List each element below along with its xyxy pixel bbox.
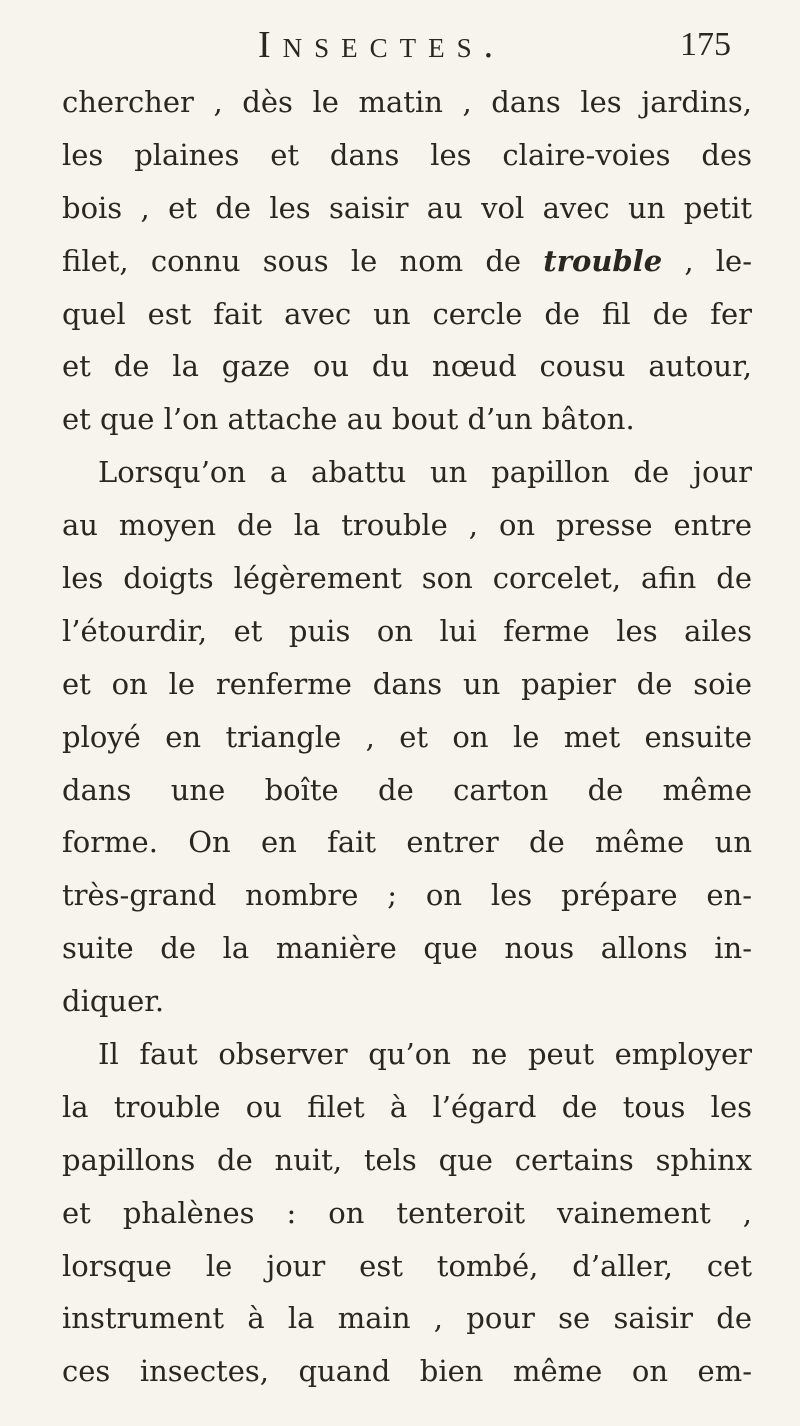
text-line-19: Il faut observer qu’on ne peut employer (98, 1037, 752, 1072)
text-line-17: suite de la manière que nous allons in- (62, 931, 752, 966)
text-line-15: forme. On en fait entrer de même un (62, 825, 752, 860)
text-line-25: ces insectes, quand bien même on em- (62, 1354, 752, 1389)
text-line-7: et que l’on attache au bout d’un bâton. (62, 402, 635, 437)
running-title: Insectes. (258, 24, 506, 66)
text-line-24: instrument à la main , pour se saisir de (62, 1301, 752, 1336)
text-line-12: et on le renferme dans un papier de soie (62, 666, 752, 701)
text-line-22: et phalènes : on tenteroit vainement , (62, 1195, 752, 1230)
body-text (62, 76, 752, 1398)
text-line-11: l’étourdir, et puis on lui ferme les ailes (62, 613, 752, 648)
text-line-4-start: filet, connu sous le nom de (62, 243, 522, 278)
text-line-23: lorsque le jour est tombé, d’aller, cet (62, 1248, 752, 1283)
text-line-18: diquer. (62, 984, 165, 1019)
text-line-2: les plaines et dans les claire-voies des (62, 137, 752, 172)
text-line-8: Lorsqu’on a abattu un papillon de jour (98, 455, 752, 490)
text-line-14: dans une boîte de carton de même (62, 772, 752, 807)
text-line-4 (62, 235, 752, 288)
text-line-13: ployé en triangle , et on le met ensuite (62, 719, 752, 754)
text-line-4-tail: , le- (662, 243, 752, 278)
text-line-6: et de la gaze ou du nœud cousu autour, (62, 349, 752, 384)
text-line-9: au moyen de la trouble , on presse entre (62, 508, 752, 543)
text-line-1: chercher , dès le matin , dans les jardins, (62, 85, 752, 119)
text-line-10: les doigts légèrement son corcelet, afin de (62, 561, 752, 596)
text-line-16: très-grand nombre ; on les prépare en- (62, 878, 752, 913)
text-line-20: la trouble ou filet à l’égard de tous les (62, 1089, 752, 1124)
page-number: 175 (680, 26, 731, 63)
italic-term-trouble: trouble (543, 243, 663, 278)
text-line-5: quel est fait avec un cercle de fil de fer (62, 296, 752, 331)
page-header (0, 20, 800, 70)
text-line-21: papillons de nuit, tels que certains sphinx (62, 1142, 752, 1177)
text-line-3: bois , et de les saisir au vol avec un petit (62, 190, 752, 225)
